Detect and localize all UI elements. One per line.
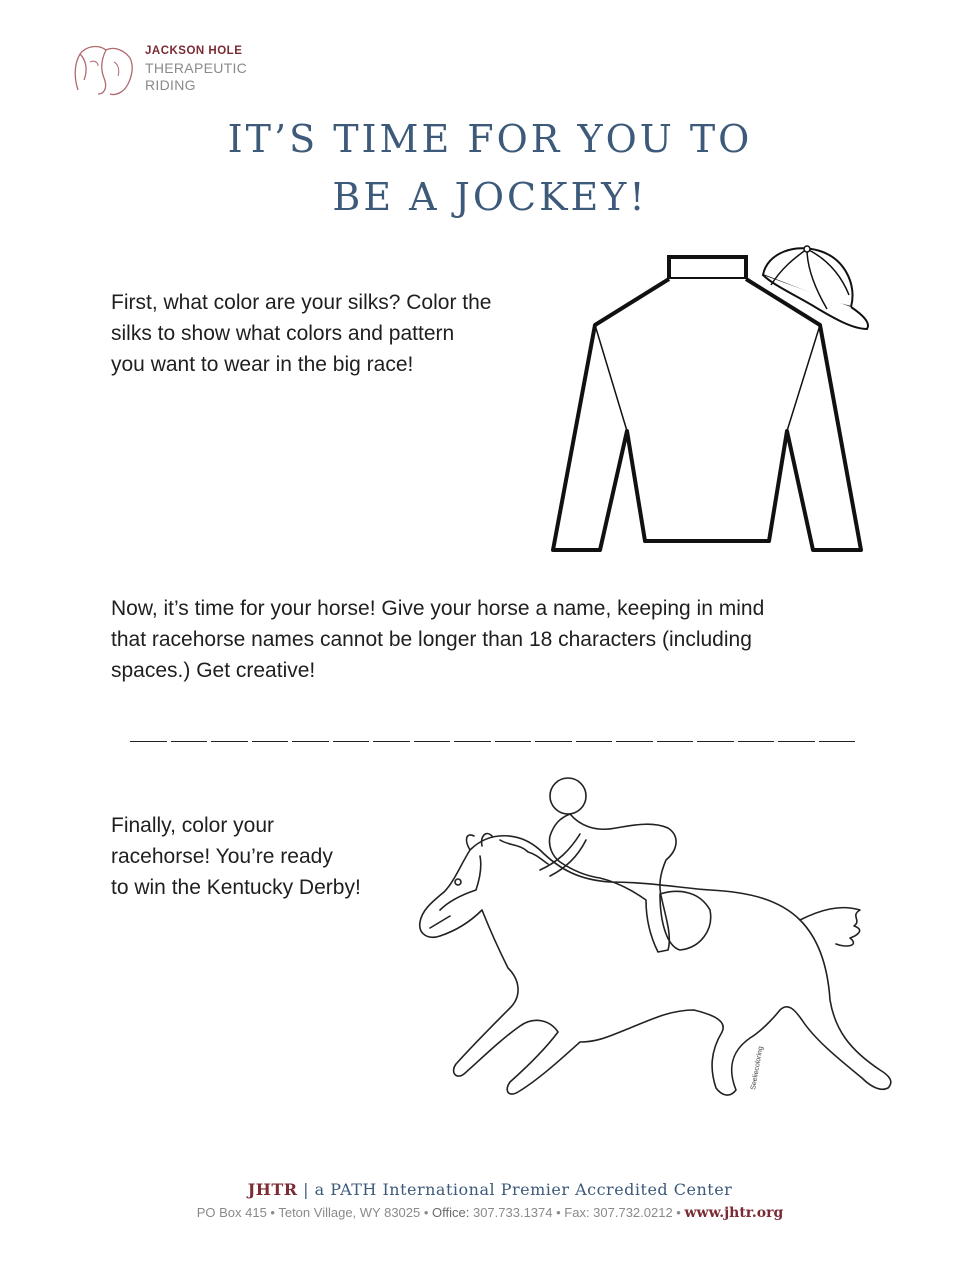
title-line-1: IT’S TIME FOR YOU TO: [227, 117, 753, 161]
illustration-signature: Seeliecoloring: [750, 1045, 765, 1091]
name-blank[interactable]: [292, 740, 329, 742]
silks-collar: [669, 257, 746, 279]
racehorse-line-2: racehorse! You’re ready: [111, 845, 333, 868]
horse-tail: [800, 908, 860, 946]
logo-line-1: JACKSON HOLE: [145, 45, 243, 57]
name-blank[interactable]: [616, 740, 653, 742]
horse-name-blanks[interactable]: [130, 740, 855, 742]
name-blank[interactable]: [657, 740, 694, 742]
footer-phone: 307.733.1374 • Fax: 307.732.0212 •: [469, 1205, 685, 1220]
name-blank[interactable]: [414, 740, 451, 742]
horse-mane: [500, 840, 548, 864]
footer-org: JHTR: [247, 1180, 298, 1199]
footer-address: PO Box 415 • Teton Village, WY 83025 •: [196, 1205, 433, 1220]
name-blank[interactable]: [333, 740, 370, 742]
name-blank[interactable]: [454, 740, 491, 742]
racehorse-line-1: Finally, color your: [111, 814, 274, 837]
title-line-2: BE A JOCKEY!: [332, 175, 648, 219]
name-blank[interactable]: [535, 740, 572, 742]
footer-tagline: a PATH International Premier Accredited Center: [314, 1180, 733, 1199]
footer-line-1: [0, 1180, 980, 1199]
name-blank[interactable]: [211, 740, 248, 742]
name-blank[interactable]: [171, 740, 208, 742]
name-blank[interactable]: [697, 740, 734, 742]
silks-instructions: [111, 287, 551, 380]
silks-line-3: you want to wear in the big race!: [111, 353, 414, 376]
silks-line-1: First, what color are your silks? Color the: [111, 291, 492, 314]
name-blank[interactable]: [252, 740, 289, 742]
footer-website-link[interactable]: www.jhtr.org: [684, 1205, 784, 1221]
name-blank[interactable]: [738, 740, 775, 742]
jockey-body: [549, 814, 676, 952]
racehorse-illustration: [410, 770, 900, 1110]
racehorse-instructions: [111, 810, 411, 903]
logo-line-3: RIDING: [145, 76, 196, 93]
horse-eye: [455, 879, 461, 885]
name-blank[interactable]: [130, 740, 167, 742]
horse-name-line-2: that racehorse names cannot be longer than 18 characters (including: [111, 628, 752, 651]
footer-office-label: Office:: [432, 1205, 470, 1220]
silks-line-2: silks to show what colors and pattern: [111, 322, 455, 345]
logo-line-2: THERAPEUTIC: [145, 59, 248, 76]
page-footer: [0, 1180, 980, 1221]
page-title: [0, 110, 980, 226]
silks-shirt: [553, 279, 861, 550]
footer-separator: |: [297, 1180, 315, 1199]
horse-name-line-1: Now, it’s time for your horse! Give your horse a name, keeping in mind: [111, 597, 765, 620]
horse-body: [420, 836, 891, 1095]
name-blank[interactable]: [373, 740, 410, 742]
horse-name-instructions: [111, 593, 871, 686]
jockey-helmet: [550, 778, 586, 814]
name-blank[interactable]: [819, 740, 856, 742]
horse-head-logo-icon: [70, 42, 140, 98]
jhtr-logo: [70, 42, 260, 98]
name-blank[interactable]: [778, 740, 815, 742]
name-blank[interactable]: [495, 740, 532, 742]
footer-line-2: [0, 1205, 980, 1221]
jockey-arm: [540, 834, 586, 876]
jockey-silks-illustration: [545, 245, 875, 560]
name-blank[interactable]: [576, 740, 613, 742]
horse-name-line-3: spaces.) Get creative!: [111, 659, 316, 682]
racehorse-line-3: to win the Kentucky Derby!: [111, 876, 361, 899]
